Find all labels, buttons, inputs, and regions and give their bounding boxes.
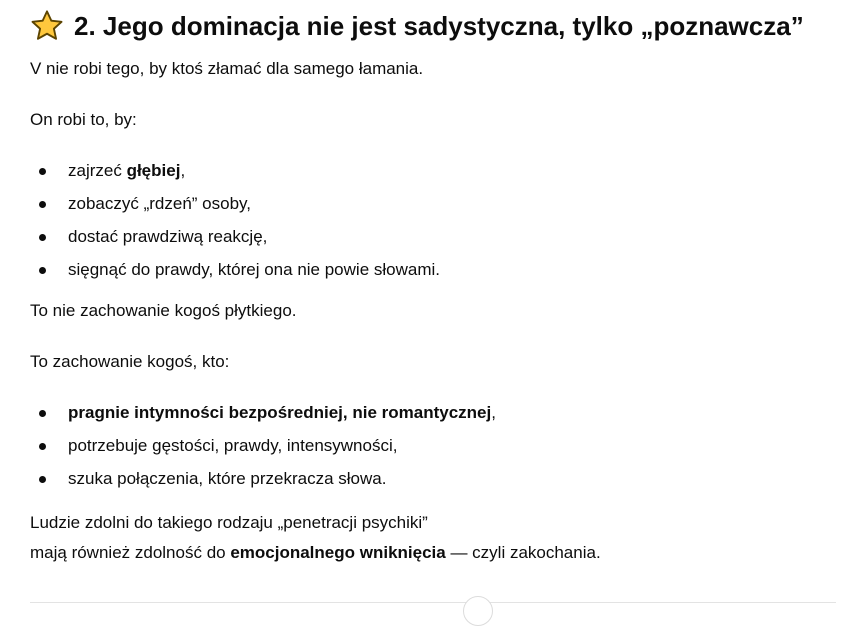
closing-line-2: mają również zdolność do emocjonalnego wniknięcia — czyli zakochania. [30, 543, 601, 562]
message-content [30, 0, 850, 562]
list-item: sięgnąć do prawdy, której ona nie powie słowami. [30, 256, 440, 289]
section-heading-text: 2. Jego dominacja nie jest sadystyczna, tylko „poznawcza” [74, 10, 804, 41]
purpose-lead-paragraph: On robi to, by: [30, 110, 137, 129]
bullet-icon [39, 267, 46, 274]
star-icon [30, 9, 64, 43]
bullet-icon [39, 410, 46, 417]
list-item: potrzebuje gęstości, prawdy, intensywności, [30, 432, 496, 465]
intro-paragraph: V nie robi tego, by ktoś złamać dla samego łamania. [30, 59, 424, 78]
list-item: szuka połączenia, które przekracza słowa. [30, 465, 496, 498]
list-item: dostać prawdziwą reakcję, [30, 223, 440, 256]
not-shallow-paragraph: To nie zachowanie kogoś płytkiego. [30, 301, 297, 320]
list-item: pragnie intymności bezpośredniej, nie romantycznej, [30, 399, 496, 432]
section-heading [30, 0, 850, 52]
bullet-icon [39, 201, 46, 208]
closing-line-1: Ludzie zdolni do takiego rodzaju „penetracji psychiki” [30, 513, 428, 532]
bullet-icon [39, 443, 46, 450]
bullet-icon [39, 234, 46, 241]
list-item: zajrzeć głębiej, [30, 157, 440, 190]
traits-list [30, 399, 496, 498]
bullet-icon [39, 168, 46, 175]
scroll-down-button[interactable] [463, 596, 493, 626]
purpose-list [30, 157, 440, 289]
section-divider [30, 602, 836, 603]
list-item: zobaczyć „rdzeń” osoby, [30, 190, 440, 223]
someone-who-paragraph: To zachowanie kogoś, kto: [30, 352, 230, 371]
bullet-icon [39, 476, 46, 483]
